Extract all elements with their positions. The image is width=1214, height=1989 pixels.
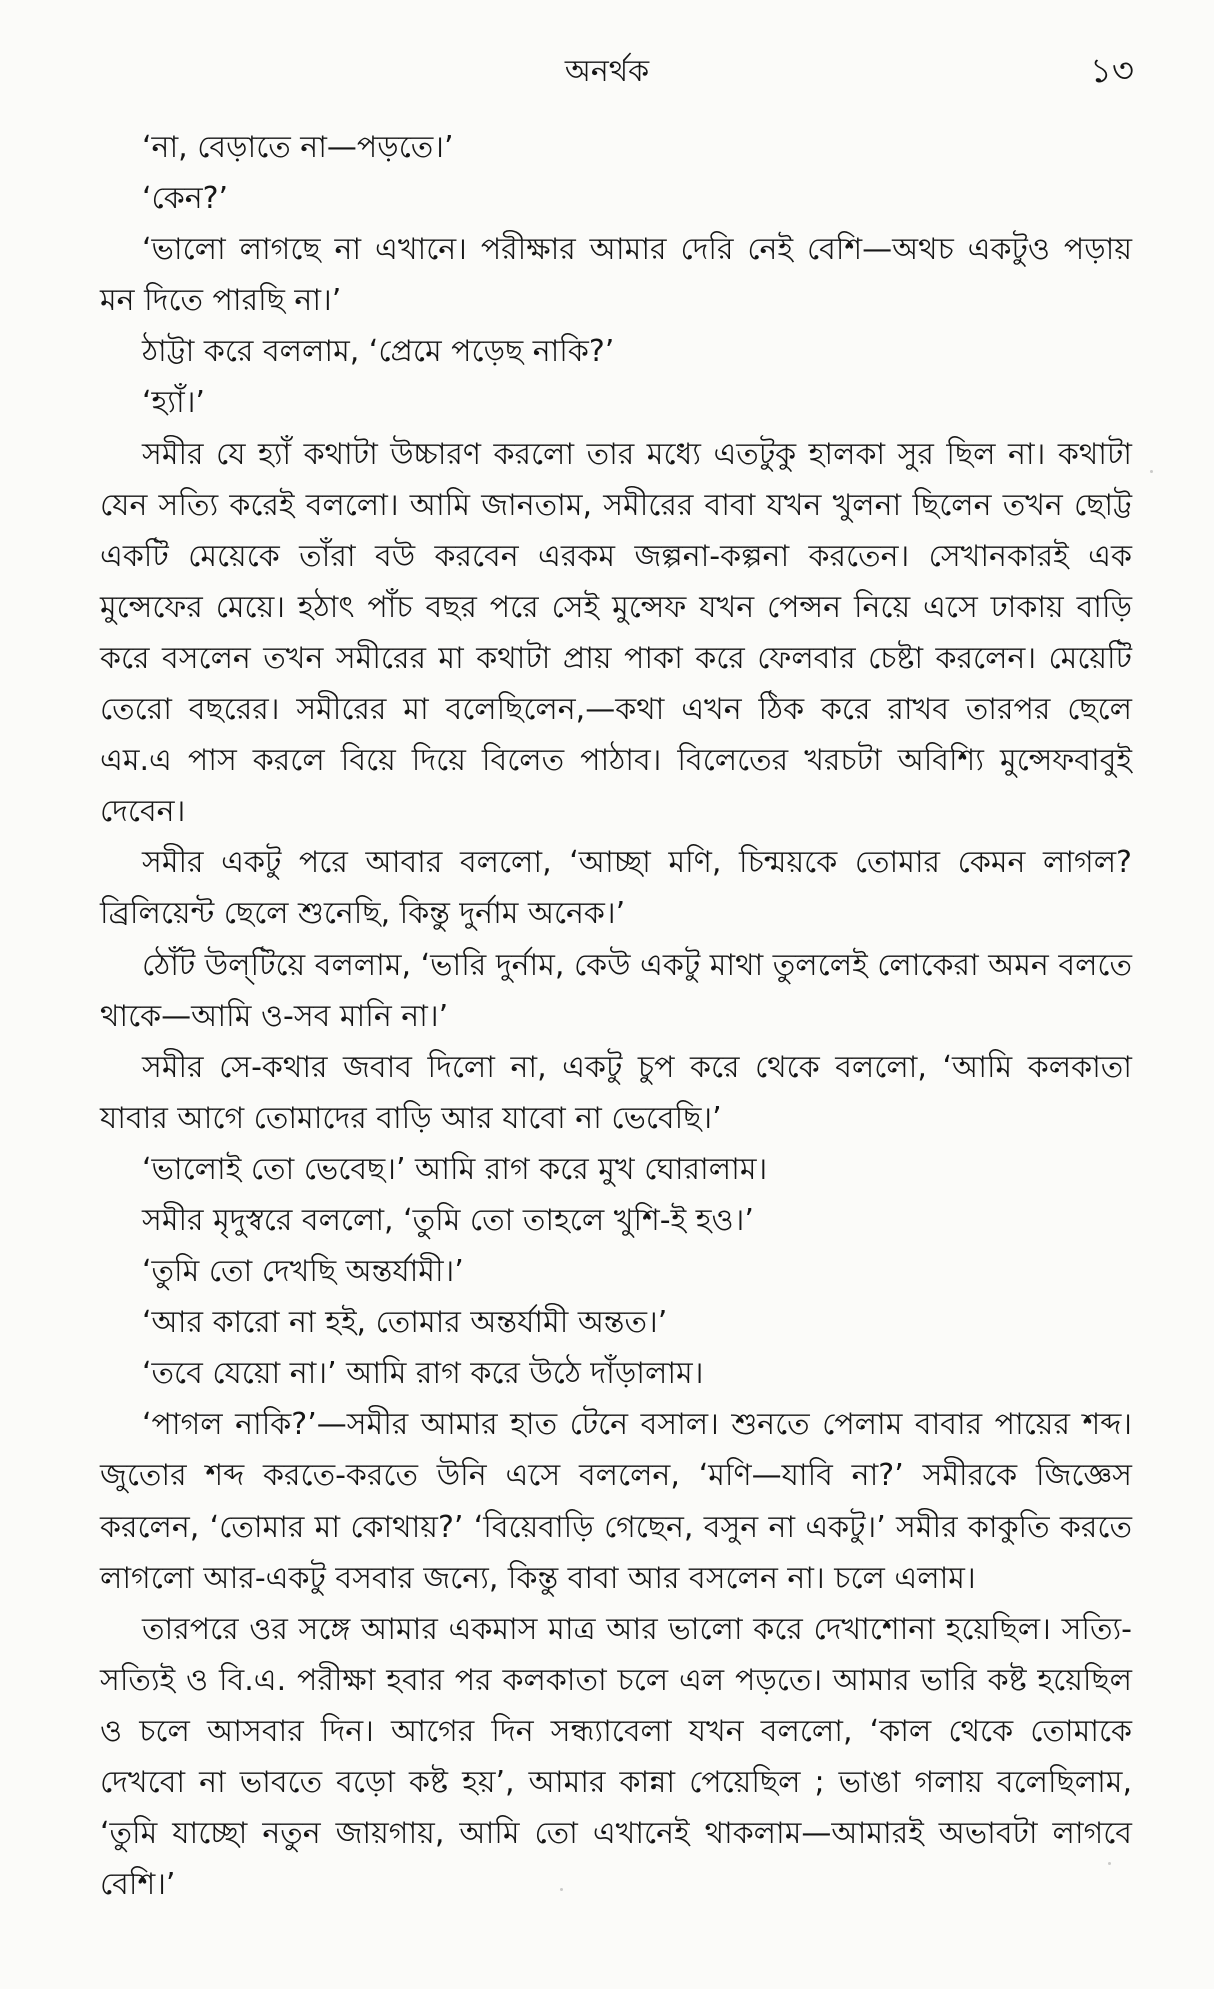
paragraph-4: ঠাট্টা করে বললাম, ‘প্রেমে পড়েছ নাকি?’	[142, 334, 615, 370]
paper-speck	[1150, 470, 1153, 473]
paragraph-2: ‘কেন?’	[142, 181, 229, 217]
running-header-title: অনর্থক	[564, 54, 650, 89]
paragraph-5: ‘হ্যাঁ।’	[142, 385, 205, 421]
paragraph-8: ঠোঁট উল্‌টিয়ে বললাম, ‘ভারি দুর্নাম, কেউ একটু মাথা তুললেই লোকেরা অমন বলতে থাকে—আমি ও-সব মানি না।’	[100, 947, 1132, 1034]
paragraph-16: তারপরে ওর সঙ্গে আমার একমাস মাত্র আর ভালো করে দেখাশোনা হয়েছিল। সত্যি-সত্যিই ও বি.এ. পরীক্ষা হবার পর কলকাতা চলে এল পড়তে। আমার ভারি কষ্ট হয়েছিল ও চলে আসবার দিন। আগের দিন সন্ধ্যাবেলা যখন বললো, ‘কাল থেকে তোমাকে দেখবো না ভাবতে বড়ো কষ্ট হয়’, আমার কান্না পেয়েছিল ; ভাঙা গলায় বলেছিলাম, ‘তুমি যাচ্ছো নতুন জায়গায়, আমি তো এখানেই থাকলাম—আমারই অভাবটা লাগবে বেশি।’	[100, 1611, 1132, 1903]
paragraph-12: ‘তুমি তো দেখছি অন্তর্যামী।’	[142, 1254, 464, 1290]
paragraph-13: ‘আর কারো না হই, তোমার অন্তর্যামী অন্তত।’	[142, 1305, 668, 1341]
paragraph-9: সমীর সে-কথার জবাব দিলো না, একটু চুপ করে থেকে বললো, ‘আমি কলকাতা যাবার আগে তোমাদের বাড়ি আর যাবো না ভেবেছি।’	[100, 1049, 1132, 1136]
page-body	[100, 122, 1132, 1910]
page-number: ১৩	[1089, 51, 1134, 91]
paper-speck	[560, 1888, 563, 1891]
paragraph-11: সমীর মৃদুস্বরে বললো, ‘তুমি তো তাহলে খুশি-ই হও।’	[142, 1202, 754, 1238]
paragraph-7: সমীর একটু পরে আবার বললো, ‘আচ্ছা মণি, চিন্ময়কে তোমার কেমন লাগল? ব্রিলিয়েন্ট ছেলে শুনেছি, কিন্তু দুর্নাম অনেক।’	[100, 845, 1132, 932]
paragraph-1: ‘না, বেড়াতে না—পড়তে।’	[142, 130, 454, 165]
paper-speck	[1108, 1862, 1111, 1865]
paragraph-15: ‘পাগল নাকি?’—সমীর আমার হাত টেনে বসাল। শুনতে পেলাম বাবার পায়ের শব্দ। জুতোর শব্দ করতে-করতে উনি এসে বললেন, ‘মণি—যাবি না?’ সমীরকে জিজ্ঞেস করলেন, ‘তোমার মা কোথায়?’ ‘বিয়েবাড়ি গেছেন, বসুন না একটু।’ সমীর কাকুতি করতে লাগলো আর-একটু বসবার জন্যে, কিন্তু বাবা আর বসলেন না। চলে এলাম।	[100, 1407, 1132, 1596]
paragraph-3: ‘ভালো লাগছে না এখানে। পরীক্ষার আমার দেরি নেই বেশি—অথচ একটুও পড়ায় মন দিতে পারছি না।’	[100, 232, 1132, 319]
paragraph-14: ‘তবে যেয়ো না।’ আমি রাগ করে উঠে দাঁড়ালাম।	[142, 1356, 704, 1392]
paragraph-6: সমীর যে হ্যাঁ কথাটা উচ্চারণ করলো তার মধ্যে এতটুকু হালকা সুর ছিল না। কথাটা যেন সত্যি করেই বললো। আমি জানতাম, সমীরের বাবা যখন খুলনা ছিলেন তখন ছোট্ট একটি মেয়েকে তাঁরা বউ করবেন এরকম জল্পনা-কল্পনা করতেন। সেখানকারই এক মুন্সেফের মেয়ে। হঠাৎ পাঁচ বছর পরে সেই মুন্সেফ যখন পেন্সন নিয়ে এসে ঢাকায় বাড়ি করে বসলেন তখন সমীরের মা কথাটা প্রায় পাকা করে ফেলবার চেষ্টা করলেন। মেয়েটি তেরো বছরের। সমীরের মা বলেছিলেন,—কথা এখন ঠিক করে রাখব তারপর ছেলে এম.এ পাস করলে বিয়ে দিয়ে বিলেত পাঠাব। বিলেতের খরচটা অবিশ্যি মুন্সেফবাবুই দেবেন।	[100, 436, 1132, 830]
paragraph-10: ‘ভালোই তো ভেবেছ।’ আমি রাগ করে মুখ ঘোরালাম।	[142, 1151, 768, 1187]
